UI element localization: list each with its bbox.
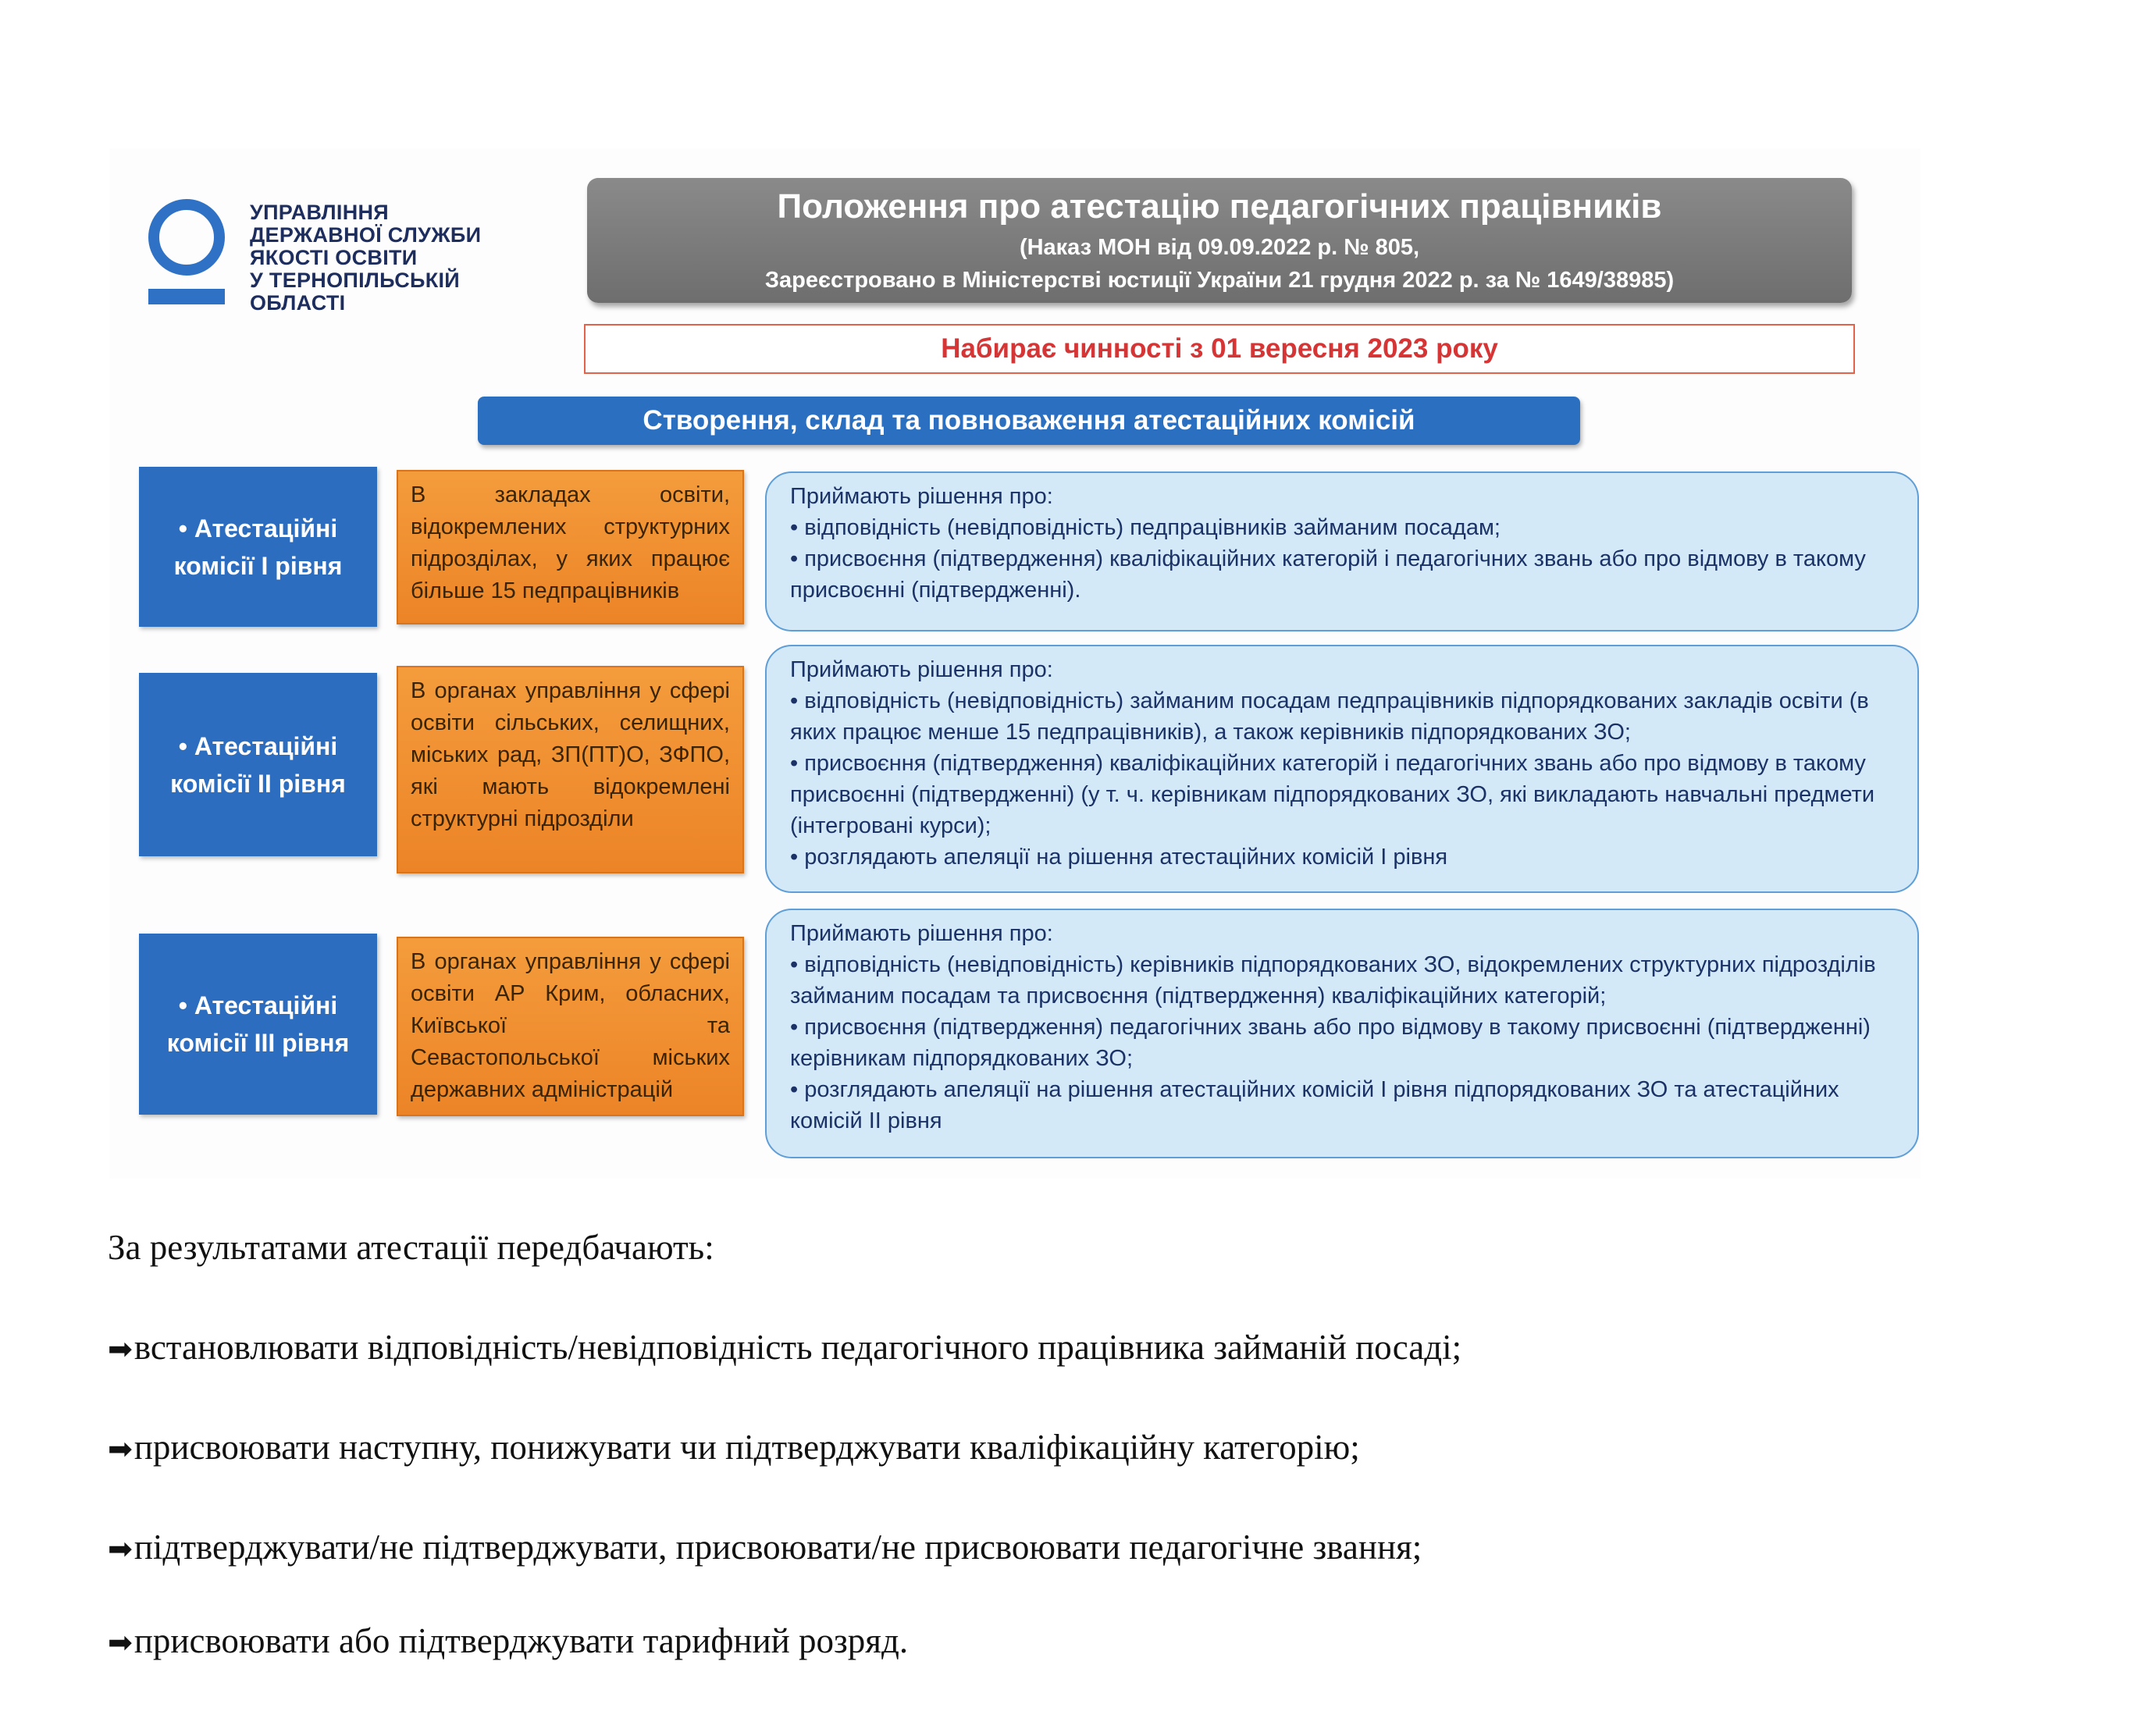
commission-powers-2 (765, 645, 1919, 893)
section-title: Створення, склад та повноваження атестаційних комісій (478, 397, 1580, 445)
powers-item: • відповідність (невідповідність) займаним посадам педпрацівників підпорядкованих закладів освіти (в яких працює менше 15 педпрацівників), а також керівників підпорядкованих ЗО; (790, 688, 1869, 745)
right-arrow-icon: ➡ (108, 1531, 133, 1566)
commission-level-1 (139, 467, 377, 627)
result-item (108, 1620, 908, 1661)
commission-level-2 (139, 673, 377, 856)
document-title-banner (587, 178, 1852, 303)
powers-item: • відповідність (невідповідність) педпрацівників займаним посадам; (790, 515, 1501, 540)
result-item-text: встановлювати відповідність/невідповідність педагогічного працівника займаній посаді; (134, 1328, 1462, 1367)
result-item-text: підтверджувати/не підтверджувати, присвоювати/не присвоювати педагогічне звання; (134, 1528, 1422, 1567)
results-intro: За результатами атестації передбачають: (108, 1228, 714, 1267)
powers-item: • розглядають апеляції на рішення атестаційних комісій І рівня підпорядкованих ЗО та атестаційних комісій ІІ рівня (790, 1077, 1839, 1133)
result-item-text: присвоювати або підтверджувати тарифний розряд. (134, 1621, 909, 1660)
logo-ring (148, 199, 225, 276)
commission-location-3: В органах управління у сфері освіти АР Крим, обласних, Київської та Севастопольської міських державних адміністрацій (397, 937, 744, 1116)
powers-heading: Приймають рішення про: (790, 484, 1053, 509)
commission-powers-1 (765, 471, 1919, 631)
powers-item: • присвоєння (підтвердження) педагогічних звань або про відмову в такому присвоєнні (підтвердженні) керівникам підпорядкованих ЗО; (790, 1015, 1871, 1071)
powers-item: • присвоєння (підтвердження) кваліфікаційних категорій і педагогічних звань або про відмову в такому присвоєнні (підтвердженні) (у т. ч. керівникам підпорядкованих ЗО, які викладають навчальні предмети (інтегровані курси); (790, 751, 1875, 838)
right-arrow-icon: ➡ (108, 1625, 133, 1660)
commission-level-3 (139, 934, 377, 1115)
ring-logo-icon (148, 199, 226, 304)
result-item (108, 1427, 1360, 1467)
result-item (108, 1527, 1422, 1567)
commission-location-1: В закладах освіти, відокремлених структурних підрозділах, у яких працює більше 15 педпрацівників (397, 470, 744, 624)
result-item (108, 1327, 1461, 1368)
commission-level-label: • Атестаційні комісії ІІ рівня (170, 731, 346, 798)
effective-date-banner: Набирає чинності з 01 вересня 2023 року (584, 324, 1855, 374)
result-item-text: присвоювати наступну, понижувати чи підтверджувати кваліфікаційну категорію; (134, 1428, 1360, 1467)
commission-level-label: • Атестаційні комісії І рівня (173, 514, 343, 580)
logo-bar (148, 289, 225, 304)
document-subtitle: (Наказ МОН від 09.09.2022 р. № 805, Зареєстровано в Міністерстві юстиції України 21 грудня 2022 р. за № 1649/38985) (764, 235, 1675, 293)
right-arrow-icon: ➡ (108, 1432, 133, 1466)
right-arrow-icon: ➡ (108, 1332, 133, 1366)
commission-level-label: • Атестаційні комісії ІІІ рівня (166, 991, 350, 1057)
powers-item: • присвоєння (підтвердження) кваліфікаційних категорій і педагогічних звань або про відмову в такому присвоєнні (підтвердженні). (790, 546, 1866, 603)
powers-item: • відповідність (невідповідність) керівників підпорядкованих ЗО, відокремлених структурних підрозділів займаним посадам та присвоєння (підтвердження) кваліфікаційних категорій; (790, 952, 1876, 1009)
commission-location-2: В органах управління у сфері освіти сільських, селищних, міських рад, ЗП(ПТ)О, ЗФПО, які мають відокремлені структурні підрозділи (397, 666, 744, 873)
powers-item: • розглядають апеляції на рішення атестаційних комісій І рівня (790, 845, 1448, 870)
organization-name: УПРАВЛІННЯ ДЕРЖАВНОЇ СЛУЖБИ ЯКОСТІ ОСВІТИ У ТЕРНОПІЛЬСЬКІЙ ОБЛАСТІ (250, 201, 482, 315)
document-title: Положення про атестацію педагогічних працівників (777, 187, 1662, 226)
powers-heading: Приймають рішення про: (790, 657, 1053, 682)
commission-powers-3 (765, 909, 1919, 1158)
powers-heading: Приймають рішення про: (790, 921, 1053, 946)
